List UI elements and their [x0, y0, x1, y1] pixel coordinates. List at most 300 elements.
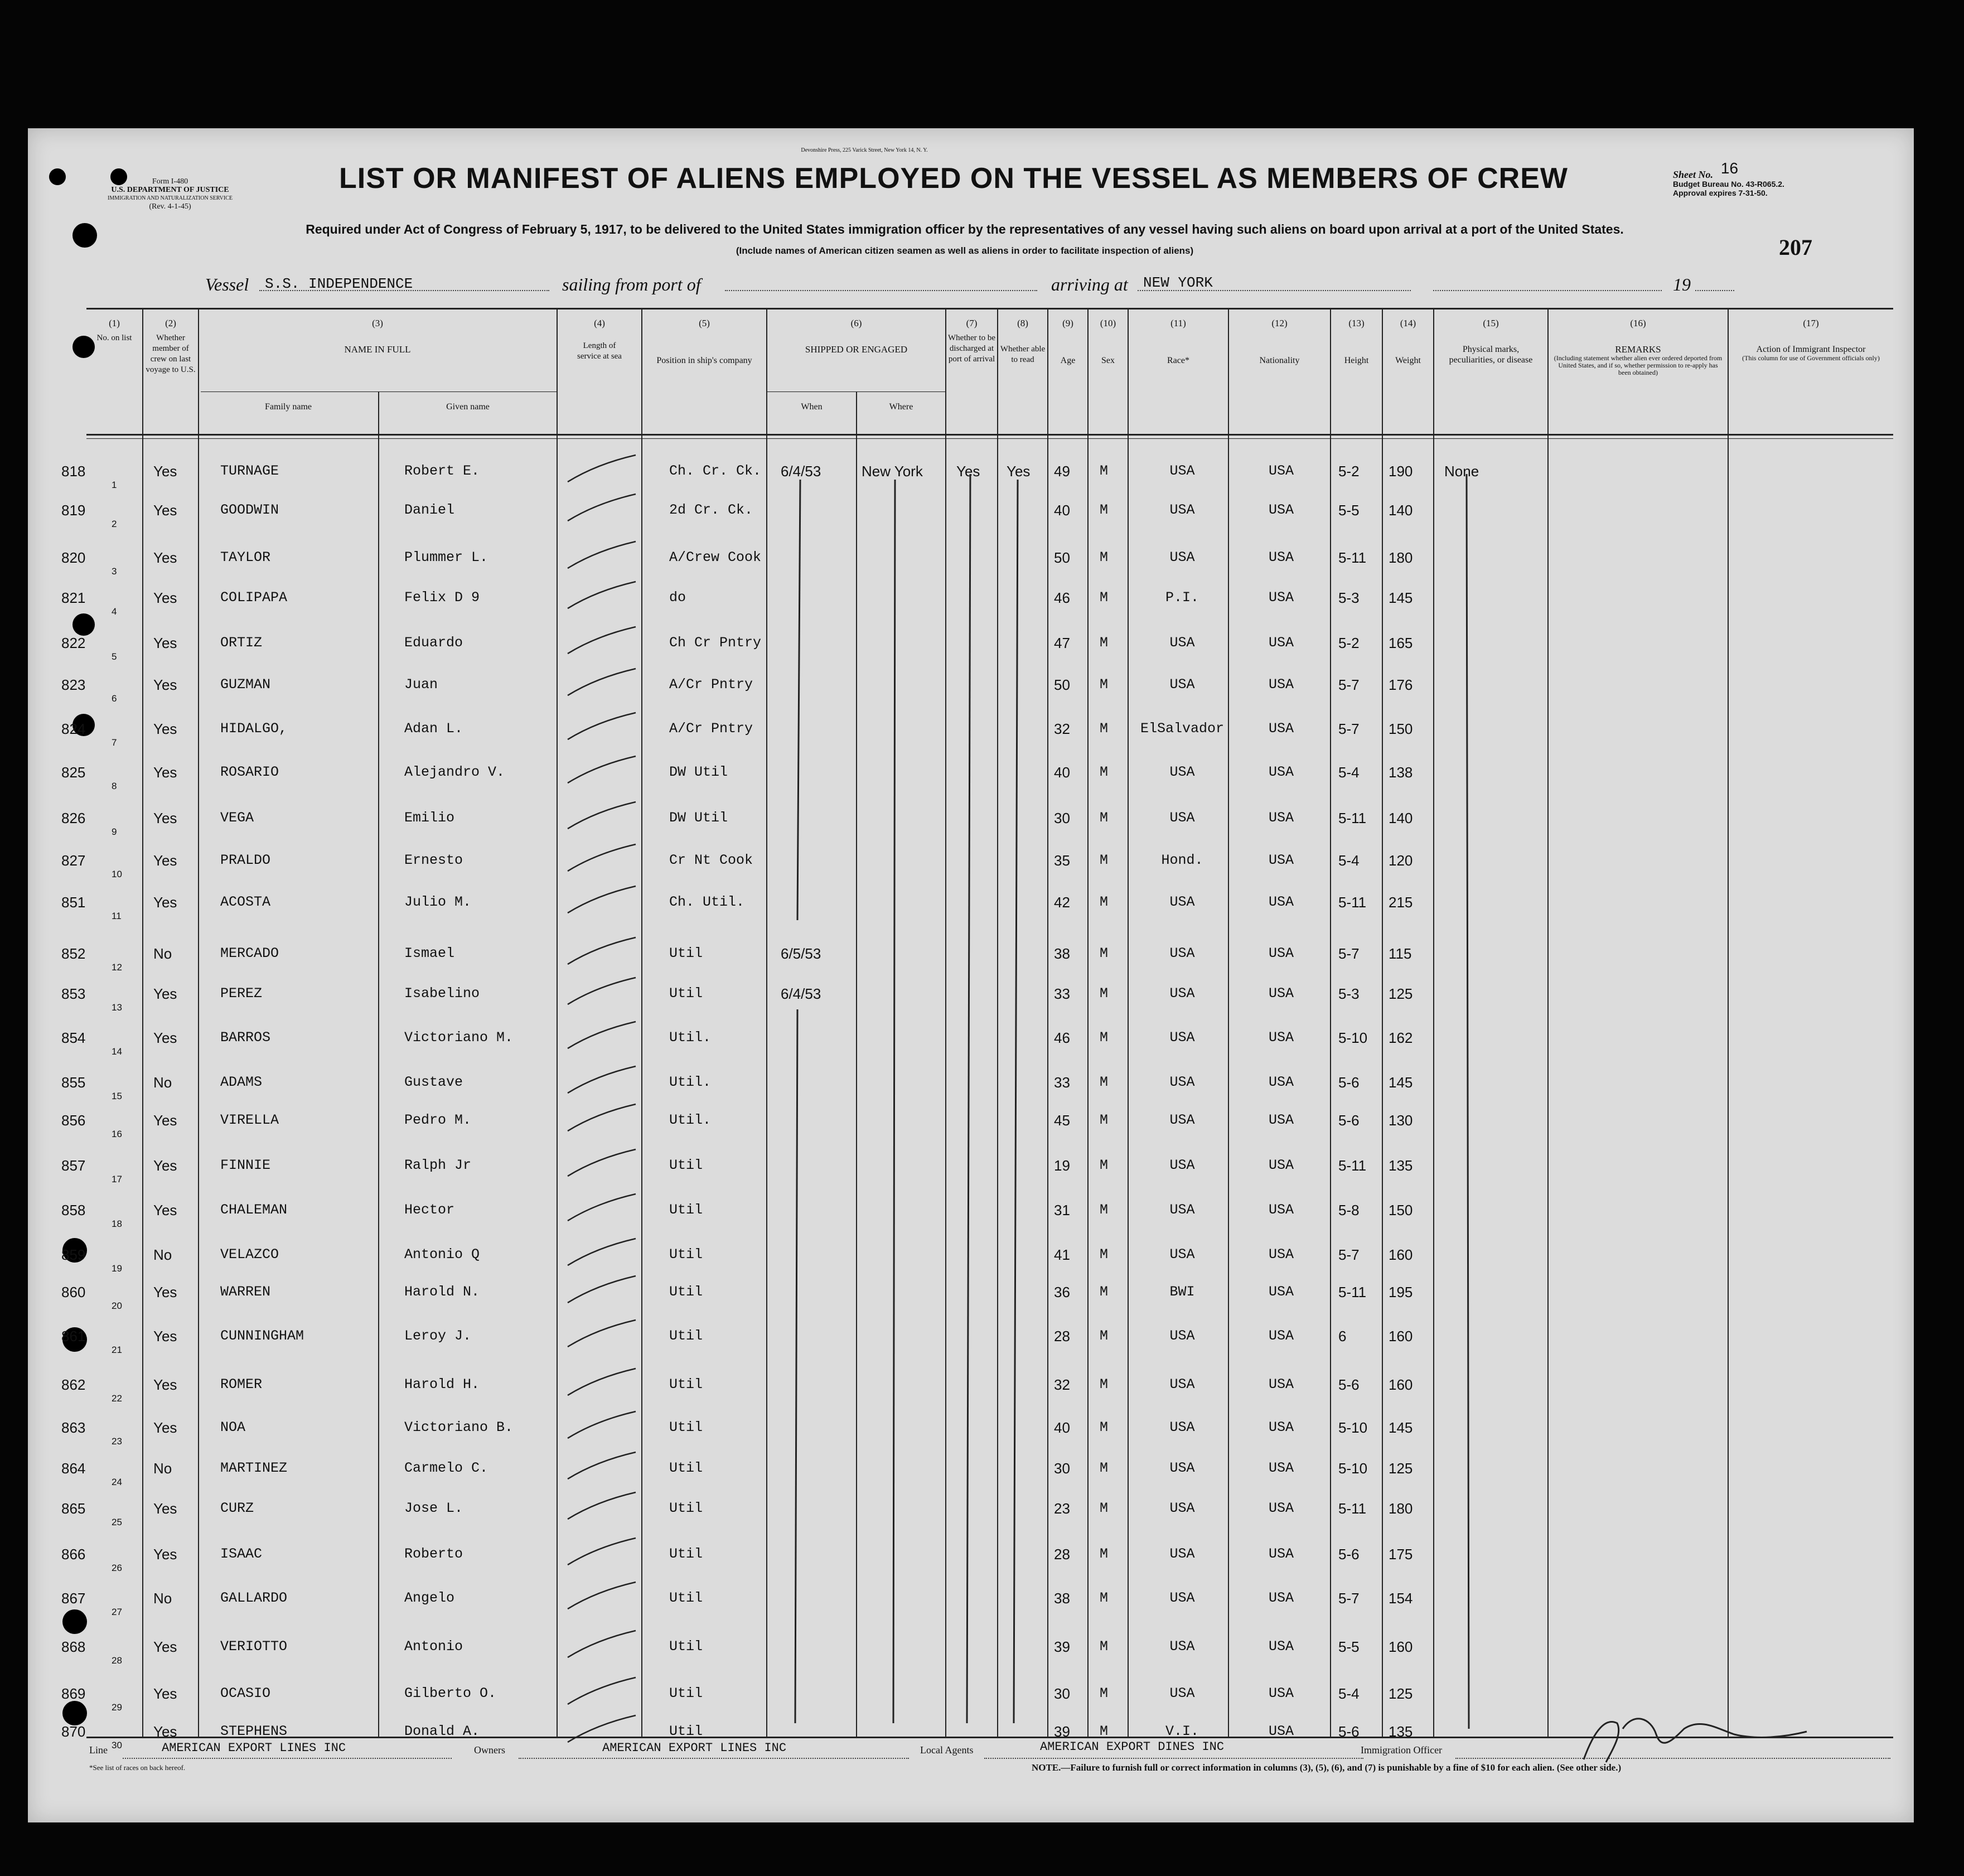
race: USA: [1169, 764, 1195, 780]
race: USA: [1169, 1638, 1195, 1655]
family-name: VEGA: [220, 810, 254, 826]
col6a-header: When: [801, 402, 823, 412]
given-name: Antonio: [404, 1638, 463, 1655]
col8-header: (8) Whether able to read: [1000, 318, 1046, 364]
given-name: Ralph Jr: [404, 1157, 472, 1173]
line-number: 21: [112, 1345, 122, 1355]
age: 41: [1054, 1246, 1070, 1263]
height: 6: [1338, 1328, 1347, 1345]
col13-header: (13) Height: [1344, 318, 1369, 365]
weight: 140: [1389, 502, 1413, 519]
col2-header: (2) Whether member of crew on last voyage to U.S.: [146, 318, 196, 374]
sex: M: [1100, 1328, 1109, 1344]
given-name: Harold N.: [404, 1284, 480, 1300]
line-number: 15: [112, 1091, 122, 1101]
line-number: 17: [112, 1174, 122, 1184]
sex: M: [1100, 635, 1109, 651]
age: 50: [1054, 549, 1070, 566]
position: Util: [669, 1284, 703, 1300]
nationality: USA: [1268, 1376, 1294, 1393]
sex: M: [1100, 1546, 1109, 1562]
height: 5-7: [1338, 676, 1360, 693]
race: USA: [1169, 1376, 1195, 1393]
weight: 145: [1389, 1074, 1413, 1091]
col10-header: (10) Sex: [1100, 318, 1116, 365]
col7-header: (7) Whether to be discharged at port of arrival: [948, 318, 995, 364]
given-name: Pedro M.: [404, 1112, 472, 1128]
shipped-when: 6/4/53: [781, 985, 821, 1002]
list-number: 852: [61, 945, 86, 962]
age: 46: [1054, 589, 1070, 606]
list-number: 820: [61, 549, 86, 566]
family-name: ROMER: [220, 1376, 263, 1393]
race: BWI: [1169, 1284, 1195, 1300]
position: Util: [669, 1460, 703, 1476]
list-number: 866: [61, 1546, 86, 1563]
race: USA: [1169, 1500, 1195, 1516]
sex: M: [1100, 1246, 1109, 1263]
family-name: VELAZCO: [220, 1246, 279, 1263]
sex: M: [1100, 589, 1109, 606]
position: Util: [669, 985, 703, 1002]
race: USA: [1169, 549, 1195, 565]
nationality: USA: [1268, 549, 1294, 565]
page-stamp: 207: [1779, 235, 1812, 260]
list-number: 858: [61, 1202, 86, 1219]
position: Util: [669, 1638, 703, 1655]
weight: 162: [1389, 1029, 1413, 1046]
nationality: USA: [1268, 1074, 1294, 1090]
sex: M: [1100, 810, 1109, 826]
arriving-label: arriving at: [1051, 274, 1128, 294]
crew-last-voyage: Yes: [153, 502, 177, 519]
age: 19: [1054, 1157, 1070, 1174]
age: 49: [1054, 463, 1070, 480]
line-number: 2: [112, 519, 117, 529]
race: USA: [1169, 676, 1195, 693]
line-number: 22: [112, 1393, 122, 1404]
weight: 138: [1389, 764, 1413, 781]
family-name: TAYLOR: [220, 549, 271, 565]
list-number: 870: [61, 1723, 86, 1740]
sex: M: [1100, 1638, 1109, 1655]
year-label: 19: [1673, 274, 1691, 294]
list-number: 819: [61, 502, 86, 519]
height: 5-5: [1338, 502, 1360, 519]
position: Ch. Util.: [669, 894, 745, 910]
position: A/Crew Cook: [669, 549, 762, 565]
list-number: 854: [61, 1029, 86, 1046]
race: USA: [1169, 1460, 1195, 1476]
line-value: AMERICAN EXPORT LINES INC: [162, 1741, 346, 1755]
height: 5-7: [1338, 721, 1360, 737]
height: 5-11: [1338, 894, 1367, 911]
line-number: 4: [112, 606, 117, 617]
family-name: TURNAGE: [220, 463, 279, 479]
printer-line: Devonshire Press, 225 Varick Street, New York 14, N. Y.: [801, 147, 928, 153]
weight: 130: [1389, 1112, 1413, 1129]
given-name: Juan: [404, 676, 438, 693]
col17-header: (17) Action of Immigrant Inspector (This column for use of Government officials only): [1742, 318, 1880, 362]
weight: 150: [1389, 1202, 1413, 1219]
list-number: 823: [61, 676, 86, 693]
position: Util: [669, 1685, 703, 1701]
sex: M: [1100, 1723, 1109, 1739]
nationality: USA: [1268, 1202, 1294, 1218]
height: 5-10: [1338, 1419, 1368, 1436]
family-name: GOODWIN: [220, 502, 279, 518]
list-number: 821: [61, 589, 86, 606]
height: 5-6: [1338, 1546, 1360, 1563]
sex: M: [1100, 502, 1109, 518]
crew-last-voyage: Yes: [153, 676, 177, 693]
crew-last-voyage: Yes: [153, 1685, 177, 1702]
weight: 150: [1389, 721, 1413, 737]
race: USA: [1169, 502, 1195, 518]
nationality: USA: [1268, 1723, 1294, 1739]
sex: M: [1100, 1029, 1109, 1046]
height: 5-7: [1338, 1246, 1360, 1263]
given-name: Leroy J.: [404, 1328, 472, 1344]
col11-header: (11) Race*: [1167, 318, 1189, 365]
list-number: 860: [61, 1284, 86, 1300]
weight: 125: [1389, 1460, 1413, 1477]
age: 39: [1054, 1638, 1070, 1655]
weight: 190: [1389, 463, 1413, 480]
crew-last-voyage: Yes: [153, 589, 177, 606]
crew-last-voyage: Yes: [153, 810, 177, 826]
race: USA: [1169, 1546, 1195, 1562]
given-name: Hector: [404, 1202, 455, 1218]
sheet-label: Sheet No.: [1673, 169, 1713, 180]
line-number: 29: [112, 1702, 122, 1713]
line-number: 18: [112, 1219, 122, 1229]
crew-last-voyage: Yes: [153, 1328, 177, 1345]
weight: 160: [1389, 1328, 1413, 1345]
arriving-port: NEW YORK: [1143, 274, 1213, 291]
crew-last-voyage: Yes: [153, 852, 177, 869]
position: Util.: [669, 1074, 712, 1090]
sex: M: [1100, 1419, 1109, 1435]
line-number: 6: [112, 693, 117, 704]
sex: M: [1100, 894, 1109, 910]
line-number: 19: [112, 1263, 122, 1274]
form-dept: U.S. DEPARTMENT OF JUSTICE: [111, 186, 229, 194]
age: 39: [1054, 1723, 1070, 1740]
position: Util.: [669, 1112, 712, 1128]
crew-last-voyage: No: [153, 1074, 172, 1091]
officer-label: Immigration Officer: [1361, 1744, 1443, 1756]
nationality: USA: [1268, 635, 1294, 651]
crew-last-voyage: Yes: [153, 764, 177, 781]
sex: M: [1100, 852, 1109, 868]
nationality: USA: [1268, 676, 1294, 693]
list-number: 868: [61, 1638, 86, 1655]
crew-last-voyage: Yes: [153, 635, 177, 651]
owners-label: Owners: [474, 1744, 505, 1756]
nationality: USA: [1268, 894, 1294, 910]
given-name: Gustave: [404, 1074, 463, 1090]
race: USA: [1169, 1157, 1195, 1173]
weight: 160: [1389, 1246, 1413, 1263]
weight: 215: [1389, 894, 1413, 911]
position: DW Util: [669, 764, 728, 780]
list-number: 855: [61, 1074, 86, 1091]
nationality: USA: [1268, 1546, 1294, 1562]
col4-header: (4) Length of service at sea: [577, 318, 622, 361]
position: Util: [669, 1376, 703, 1393]
crew-last-voyage: No: [153, 1590, 172, 1607]
col5-header: (5) Position in ship's company: [656, 318, 752, 365]
family-name: FINNIE: [220, 1157, 271, 1173]
list-number: 853: [61, 985, 86, 1002]
crew-last-voyage: Yes: [153, 463, 177, 480]
race: USA: [1169, 463, 1195, 479]
col1-header: (1) No. on list: [96, 318, 132, 342]
given-name: Robert E.: [404, 463, 480, 479]
col14-header: (14) Weight: [1395, 318, 1421, 365]
col3b-header: Given name: [446, 402, 490, 412]
line-number: 3: [112, 566, 117, 577]
form-id: Form I-480: [152, 177, 188, 186]
position: A/Cr Pntry: [669, 676, 753, 693]
weight: 125: [1389, 1685, 1413, 1702]
position: Util: [669, 1590, 703, 1606]
weight: 145: [1389, 589, 1413, 606]
line-number: 5: [112, 651, 117, 662]
sex: M: [1100, 1500, 1109, 1516]
age: 35: [1054, 852, 1070, 869]
age: 30: [1054, 1685, 1070, 1702]
list-number: 827: [61, 852, 86, 869]
nationality: USA: [1268, 1500, 1294, 1516]
discharged: Yes: [956, 463, 980, 480]
family-name: MERCADO: [220, 945, 279, 961]
penalty-note: NOTE.—Failure to furnish full or correct information in columns (3), (5), (6), and (7) is punishable by a fine of $10 for each alien. (See other side.): [1032, 1762, 1622, 1773]
crew-last-voyage: No: [153, 945, 172, 962]
list-number: 865: [61, 1500, 86, 1517]
list-number: 826: [61, 810, 86, 826]
age: 40: [1054, 502, 1070, 519]
race: USA: [1169, 1202, 1195, 1218]
race: P.I.: [1165, 589, 1199, 606]
race: USA: [1169, 1328, 1195, 1344]
nationality: USA: [1268, 1638, 1294, 1655]
age: 36: [1054, 1284, 1070, 1300]
weight: 135: [1389, 1723, 1413, 1740]
given-name: Donald A.: [404, 1723, 480, 1739]
line-number: 13: [112, 1002, 122, 1013]
age: 33: [1054, 985, 1070, 1002]
list-number: 869: [61, 1685, 86, 1702]
sex: M: [1100, 1284, 1109, 1300]
weight: 176: [1389, 676, 1413, 693]
height: 5-7: [1338, 945, 1360, 962]
age: 40: [1054, 1419, 1070, 1436]
age: 38: [1054, 1590, 1070, 1607]
sex: M: [1100, 1202, 1109, 1218]
list-number: 825: [61, 764, 86, 781]
height: 5-10: [1338, 1029, 1368, 1046]
weight: 135: [1389, 1157, 1413, 1174]
crew-last-voyage: Yes: [153, 1546, 177, 1563]
race: USA: [1169, 1590, 1195, 1606]
line-number: 20: [112, 1300, 122, 1311]
height: 5-11: [1338, 1500, 1367, 1517]
crew-last-voyage: Yes: [153, 721, 177, 737]
col9-header: (9) Age: [1060, 318, 1076, 365]
race: USA: [1169, 945, 1195, 961]
line-number: 9: [112, 826, 117, 837]
weight: 145: [1389, 1419, 1413, 1436]
nationality: USA: [1268, 1460, 1294, 1476]
sex: M: [1100, 1157, 1109, 1173]
given-name: Ernesto: [404, 852, 463, 868]
nationality: USA: [1268, 1685, 1294, 1701]
crew-last-voyage: Yes: [153, 1723, 177, 1740]
crew-last-voyage: Yes: [153, 1202, 177, 1219]
given-name: Alejandro V.: [404, 764, 505, 780]
given-name: Julio M.: [404, 894, 472, 910]
given-name: Felix D 9: [404, 589, 480, 606]
age: 23: [1054, 1500, 1070, 1517]
crew-last-voyage: No: [153, 1246, 172, 1263]
crew-last-voyage: Yes: [153, 1419, 177, 1436]
sheet-number: 16: [1720, 159, 1739, 177]
weight: 180: [1389, 1500, 1413, 1517]
line-number: 28: [112, 1655, 122, 1666]
family-name: HIDALGO,: [220, 721, 288, 737]
owners-value: AMERICAN EXPORT LINES INC: [602, 1741, 787, 1755]
col16-header: (16) REMARKS (Including statement whether alien ever ordered deported from United States, and if so, whether permission to re-apply has been obtained): [1554, 318, 1723, 376]
position: do: [669, 589, 686, 606]
height: 5-6: [1338, 1376, 1360, 1393]
list-number: 862: [61, 1376, 86, 1393]
family-name: CUNNINGHAM: [220, 1328, 304, 1344]
height: 5-4: [1338, 764, 1360, 781]
age: 30: [1054, 1460, 1070, 1477]
family-name: CURZ: [220, 1500, 254, 1516]
col15-header: (15) Physical marks, peculiarities, or disease: [1449, 318, 1533, 365]
list-number: 867: [61, 1590, 86, 1607]
crew-last-voyage: Yes: [153, 894, 177, 911]
line-number: 25: [112, 1517, 122, 1527]
family-name: MARTINEZ: [220, 1460, 288, 1476]
age: 32: [1054, 1376, 1070, 1393]
family-name: ORTIZ: [220, 635, 263, 651]
race: USA: [1169, 985, 1195, 1002]
shipped-when: 6/5/53: [781, 945, 821, 962]
age: 45: [1054, 1112, 1070, 1129]
position: A/Cr Pntry: [669, 721, 753, 737]
given-name: Ismael: [404, 945, 455, 961]
given-name: Victoriano B.: [404, 1419, 514, 1435]
form-subtitle: Required under Act of Congress of February 5, 1917, to be delivered to the United States immigration officer by the representatives of any vessel having such aliens on board upon arrival at a port of the United States.: [306, 222, 1624, 236]
list-number: 818: [61, 463, 86, 480]
height: 5-2: [1338, 635, 1360, 651]
height: 5-11: [1338, 810, 1367, 826]
races-note: *See list of races on back hereof.: [89, 1763, 186, 1772]
sex: M: [1100, 945, 1109, 961]
weight: 160: [1389, 1638, 1413, 1655]
position: Util: [669, 1419, 703, 1435]
nationality: USA: [1268, 852, 1294, 868]
height: 5-7: [1338, 1590, 1360, 1607]
sex: M: [1100, 721, 1109, 737]
position: Cr Nt Cook: [669, 852, 753, 868]
nationality: USA: [1268, 463, 1294, 479]
age: 42: [1054, 894, 1070, 911]
nationality: USA: [1268, 1419, 1294, 1435]
nationality: USA: [1268, 764, 1294, 780]
sex: M: [1100, 764, 1109, 780]
vessel-label: Vessel: [205, 274, 249, 294]
line-number: 7: [112, 737, 117, 748]
height: 5-11: [1338, 1157, 1367, 1174]
able-to-read: Yes: [1007, 463, 1031, 480]
line-number: 1: [112, 480, 117, 490]
position: Util: [669, 1546, 703, 1562]
given-name: Angelo: [404, 1590, 455, 1606]
race: USA: [1169, 810, 1195, 826]
form-rev: (Rev. 4-1-45): [149, 202, 191, 211]
given-name: Isabelino: [404, 985, 480, 1002]
sex: M: [1100, 1112, 1109, 1128]
family-name: ROSARIO: [220, 764, 279, 780]
position: 2d Cr. Ck.: [669, 502, 753, 518]
sailing-label: sailing from port of: [562, 274, 701, 294]
race: USA: [1169, 894, 1195, 910]
age: 38: [1054, 945, 1070, 962]
family-name: GALLARDO: [220, 1590, 288, 1606]
nationality: USA: [1268, 1590, 1294, 1606]
crew-last-voyage: Yes: [153, 1029, 177, 1046]
sex: M: [1100, 985, 1109, 1002]
approval-date: Approval expires 7-31-50.: [1673, 188, 1768, 197]
given-name: Adan L.: [404, 721, 463, 737]
sex: M: [1100, 549, 1109, 565]
nationality: USA: [1268, 985, 1294, 1002]
race: Hond.: [1161, 852, 1203, 868]
page-title: LIST OR MANIFEST OF ALIENS EMPLOYED ON THE VESSEL AS MEMBERS OF CREW: [339, 162, 1568, 195]
crew-last-voyage: Yes: [153, 985, 177, 1002]
age: 40: [1054, 764, 1070, 781]
agents-value: AMERICAN EXPORT DINES INC: [1040, 1740, 1225, 1754]
line-number: 10: [112, 869, 122, 879]
height: 5-11: [1338, 1284, 1367, 1300]
col3a-header: Family name: [265, 402, 312, 412]
shipped-where: New York: [862, 463, 923, 480]
age: 30: [1054, 810, 1070, 826]
weight: 160: [1389, 1376, 1413, 1393]
line-number: 24: [112, 1477, 122, 1487]
height: 5-3: [1338, 589, 1360, 606]
form-service: IMMIGRATION AND NATURALIZATION SERVICE: [108, 195, 233, 201]
family-name: PEREZ: [220, 985, 263, 1002]
nationality: USA: [1268, 1246, 1294, 1263]
height: 5-2: [1338, 463, 1360, 480]
crew-last-voyage: No: [153, 1460, 172, 1477]
list-number: 857: [61, 1157, 86, 1174]
list-number: 822: [61, 635, 86, 651]
height: 5-6: [1338, 1074, 1360, 1091]
age: 32: [1054, 721, 1070, 737]
nationality: USA: [1268, 1328, 1294, 1344]
physical-marks: None: [1444, 463, 1479, 480]
race: USA: [1169, 1246, 1195, 1263]
weight: 125: [1389, 985, 1413, 1002]
family-name: VIRELLA: [220, 1112, 279, 1128]
